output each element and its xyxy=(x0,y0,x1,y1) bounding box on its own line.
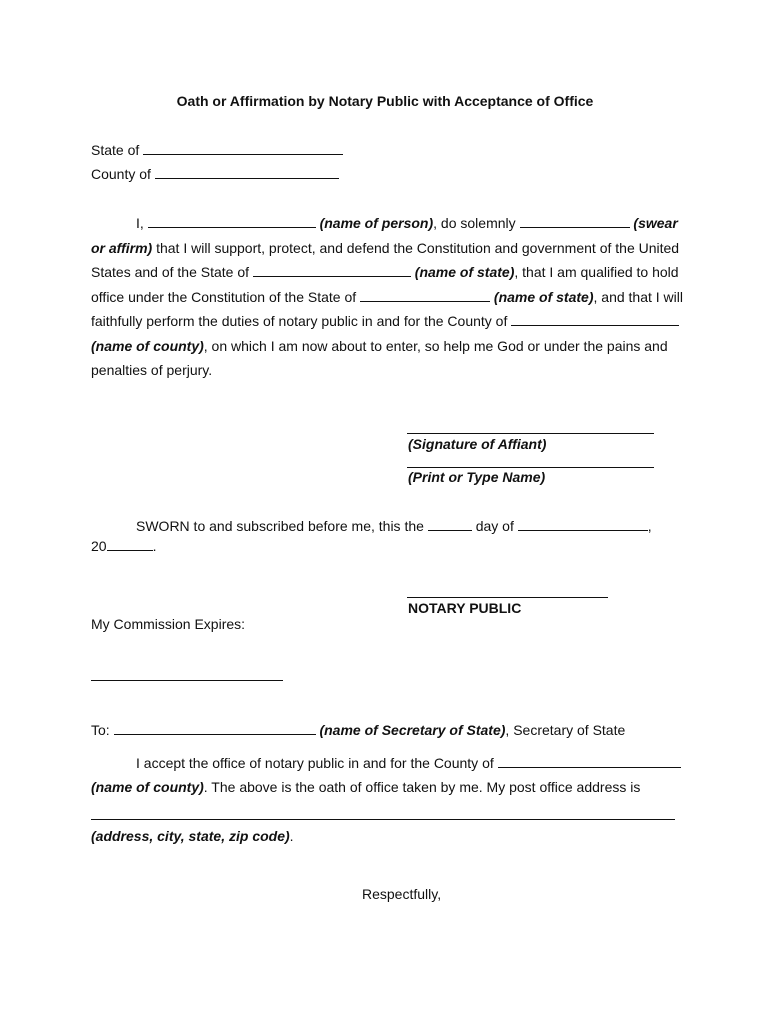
county-field[interactable] xyxy=(155,166,339,179)
sworn-comma: , xyxy=(647,518,652,534)
solemnly-text: , do solemnly xyxy=(433,215,516,231)
sworn-year-line xyxy=(91,538,156,554)
notary-public-label: NOTARY PUBLIC xyxy=(408,600,522,616)
oath-line-5 xyxy=(91,313,679,329)
to-line xyxy=(91,722,625,738)
signature-line[interactable] xyxy=(407,433,654,434)
commission-expires-line[interactable] xyxy=(91,680,283,681)
perjury-text: penalties of perjury. xyxy=(91,362,213,378)
person-name-field[interactable] xyxy=(148,215,316,228)
signature-affiant-label: (Signature of Affiant) xyxy=(408,436,547,452)
oath-line-6 xyxy=(91,338,668,354)
closing-text: Respectfully, xyxy=(362,886,442,902)
or-affirm-label: or affirm) xyxy=(91,240,153,256)
print-name-label: (Print or Type Name) xyxy=(408,469,546,485)
name-of-state-label-2: (name of state) xyxy=(493,289,594,305)
oath-line-1 xyxy=(136,215,678,231)
swear-label: (swear xyxy=(633,215,678,231)
state-field[interactable] xyxy=(143,142,343,155)
post-office-text: . The above is the oath of office taken by me. My post office address is xyxy=(203,779,641,795)
accept-office-text: I accept the office of notary public in and for the County of xyxy=(136,755,494,771)
secretary-name-label: (name of Secretary of State) xyxy=(319,722,506,738)
page-title: Oath or Affirmation by Notary Public with Acceptance of Office xyxy=(176,93,594,109)
county-line xyxy=(91,166,339,182)
secretary-of-state-text: , Secretary of State xyxy=(505,722,626,738)
oath-line-2 xyxy=(91,240,679,256)
oath-support-text: that I will support, protect, and defend the Constitution and government of the United xyxy=(152,240,680,256)
name-of-state-label-1: (name of state) xyxy=(414,264,515,280)
state-line xyxy=(91,142,343,158)
accept-line-2 xyxy=(91,779,640,795)
sworn-day-field[interactable] xyxy=(428,518,472,531)
year-period: . xyxy=(152,538,157,554)
notary-signature-line[interactable] xyxy=(407,597,608,598)
address-label-line xyxy=(91,828,294,844)
oath-state-text: States and of the State of xyxy=(91,264,249,280)
oath-i-text: I, xyxy=(136,215,144,231)
accept-line-1 xyxy=(136,755,681,771)
state-name-field-2[interactable] xyxy=(360,289,490,302)
oath-line-7 xyxy=(91,362,212,378)
qualified-text: , that I am qualified to hold xyxy=(514,264,679,280)
address-label: (address, city, state, zip code) xyxy=(91,828,290,844)
commission-expires-label: My Commission Expires: xyxy=(91,616,246,632)
oath-line-3 xyxy=(91,264,679,280)
year-prefix: 20 xyxy=(91,538,107,554)
name-of-county-label: (name of county) xyxy=(91,338,204,354)
day-of-text: day of xyxy=(475,518,514,534)
state-label: State of xyxy=(91,142,140,158)
constitution-text: office under the Constitution of the State of xyxy=(91,289,357,305)
state-name-field-1[interactable] xyxy=(253,264,411,277)
address-line[interactable] xyxy=(91,819,675,820)
sworn-text: SWORN to and subscribed before me, this the xyxy=(136,518,424,534)
county-label: County of xyxy=(91,166,151,182)
name-of-person-label: (name of person) xyxy=(319,215,434,231)
faithfully-text: faithfully perform the duties of notary public in and for the County of xyxy=(91,313,508,329)
and-that-text: , and that I will xyxy=(593,289,683,305)
oath-line-4 xyxy=(91,289,683,305)
enter-text: , on which I am now about to enter, so help me God or under the pains and xyxy=(203,338,668,354)
accept-name-of-county-label: (name of county) xyxy=(91,779,204,795)
swear-affirm-field[interactable] xyxy=(520,215,630,228)
county-name-field[interactable] xyxy=(511,313,679,326)
print-name-line[interactable] xyxy=(407,467,654,468)
to-label: To: xyxy=(91,722,110,738)
sworn-year-field[interactable] xyxy=(107,538,153,551)
secretary-name-field[interactable] xyxy=(114,722,316,735)
accept-county-field[interactable] xyxy=(498,755,681,768)
address-period: . xyxy=(289,828,294,844)
sworn-line xyxy=(136,518,652,534)
sworn-month-field[interactable] xyxy=(518,518,648,531)
